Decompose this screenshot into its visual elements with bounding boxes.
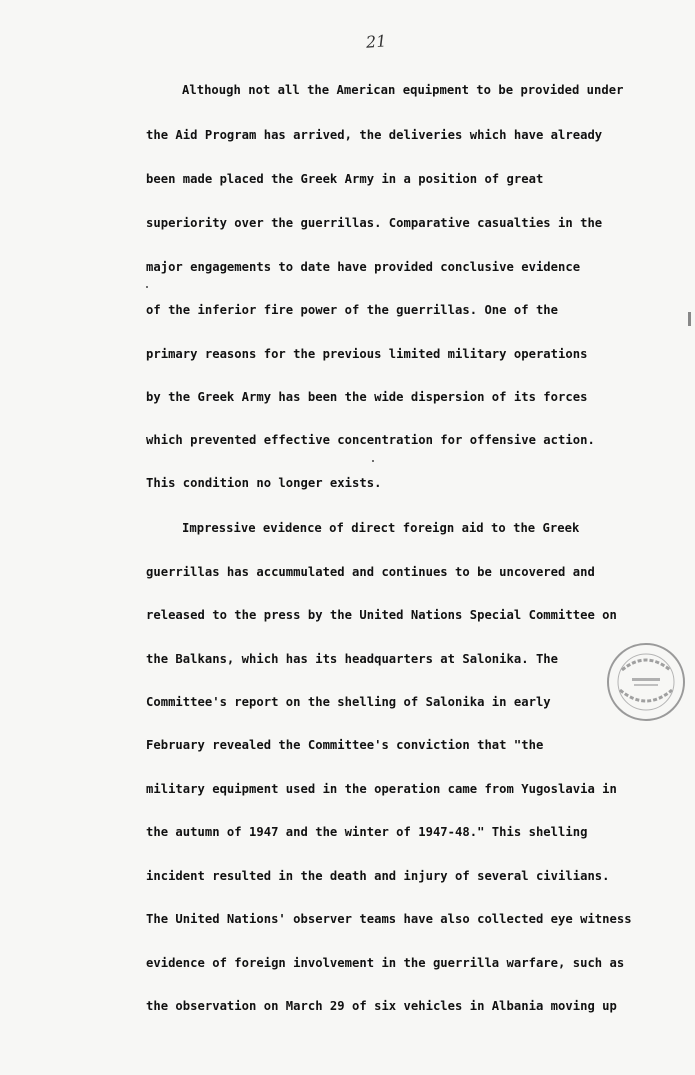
text-line: evidence of foreign involvement in the guerrilla warfare, such as <box>146 956 625 970</box>
text-line: Although not all the American equipment to be provided under <box>182 83 624 97</box>
edge-mark <box>688 312 691 326</box>
text-line: of the inferior fire power of the guerrillas. One of the <box>146 303 559 317</box>
text-line: superiority over the guerrillas. Comparative casualties in the <box>146 216 603 230</box>
text-line: incident resulted in the death and injury of several civilians. <box>146 869 610 883</box>
text-line: guerrillas has accummulated and continues to be uncovered and <box>146 565 595 579</box>
text-line: which prevented effective concentration for offensive action. <box>146 433 595 447</box>
speck <box>146 286 148 288</box>
text-line: the Balkans, which has its headquarters at Salonika. The <box>146 652 559 666</box>
text-line: the Aid Program has arrived, the deliveries which have already <box>146 128 603 142</box>
text-line: the autumn of 1947 and the winter of 1947-48." This shelling <box>146 825 588 839</box>
text-line: military equipment used in the operation came from Yugoslavia in <box>146 782 617 796</box>
text-line: Committee's report on the shelling of Salonika in early <box>146 695 551 709</box>
text-line: by the Greek Army has been the wide dispersion of its forces <box>146 390 588 404</box>
text-line: primary reasons for the previous limited military operations <box>146 347 588 361</box>
text-line: February revealed the Committee's conviction that "the <box>146 738 544 752</box>
page-number: 21 <box>365 31 387 52</box>
text-line: major engagements to date have provided conclusive evidence <box>146 260 581 274</box>
speck <box>372 460 374 462</box>
archive-stamp <box>604 640 688 724</box>
text-line: been made placed the Greek Army in a position of great <box>146 172 544 186</box>
text-line: This condition no longer exists. <box>146 476 382 490</box>
text-line: The United Nations' observer teams have also collected eye witness <box>146 912 632 926</box>
text-line: the observation on March 29 of six vehicles in Albania moving up <box>146 999 617 1013</box>
text-line: released to the press by the United Nations Special Committee on <box>146 608 617 622</box>
text-line: Impressive evidence of direct foreign aid to the Greek <box>182 521 580 535</box>
